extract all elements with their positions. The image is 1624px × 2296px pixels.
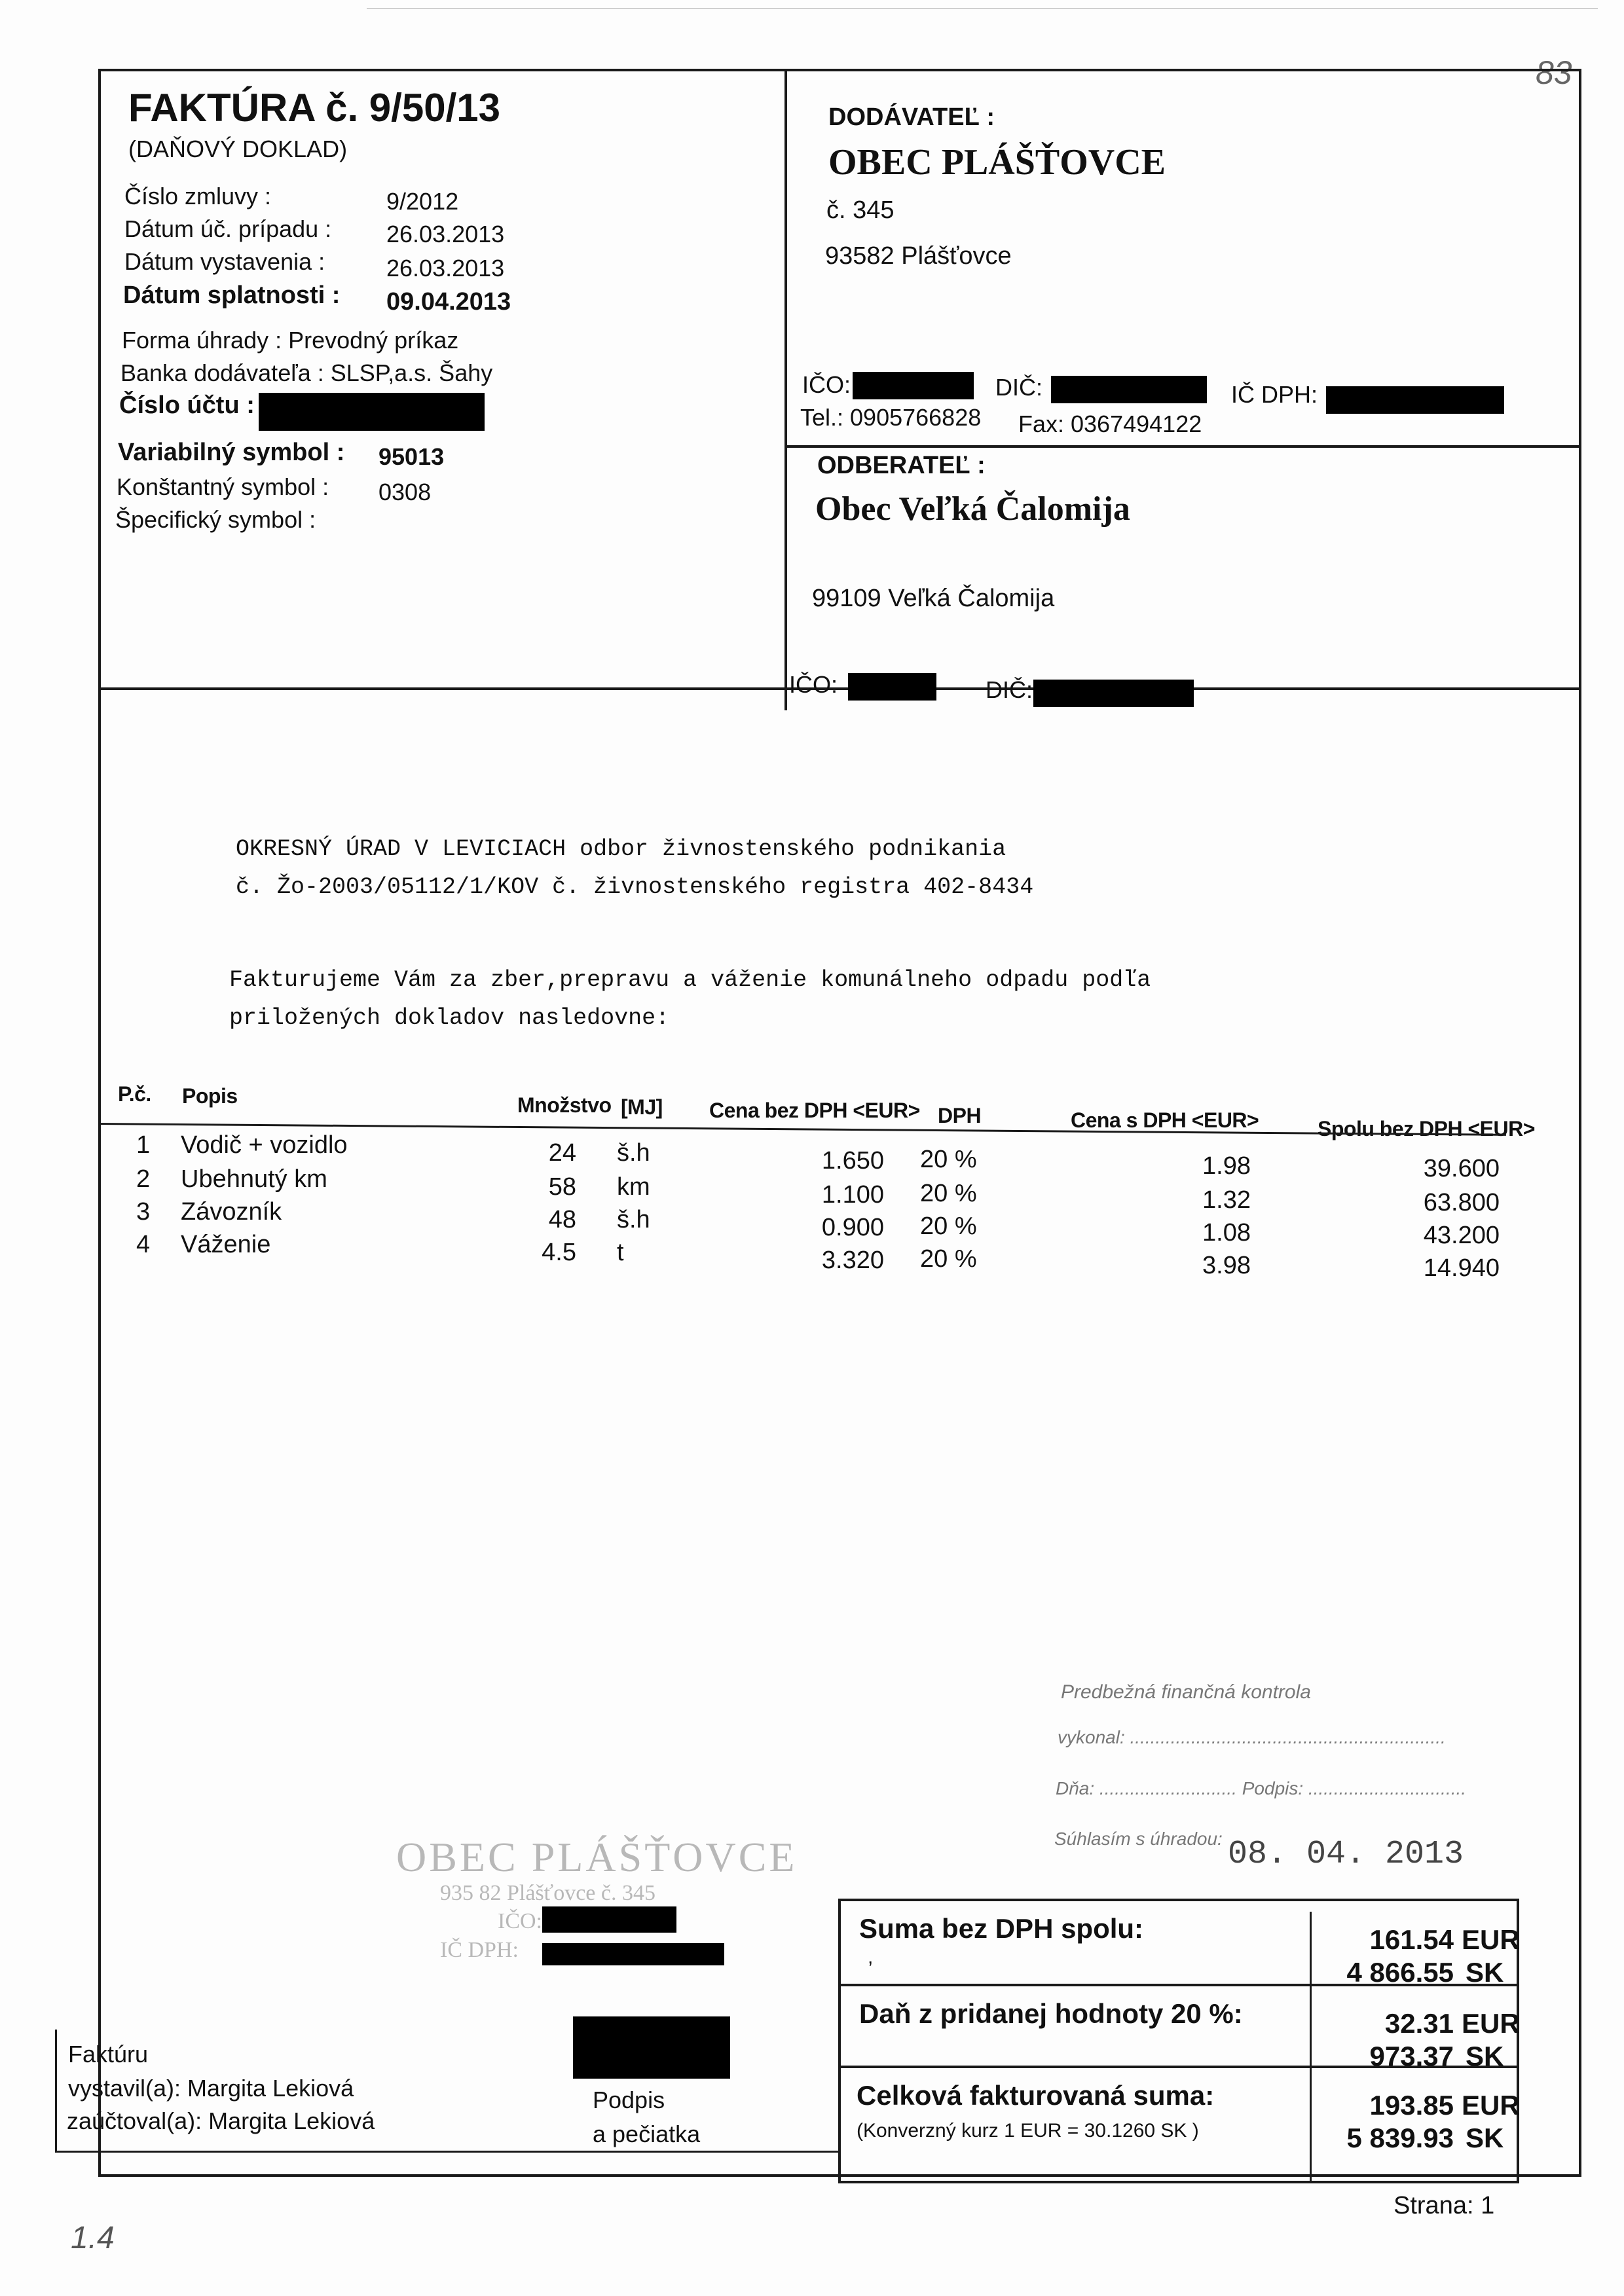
office-note-line-2: č. Žo-2003/05112/1/KOV č. živnostenského registra 402-8434	[236, 874, 1034, 900]
subtotal-label: Suma bez DPH spolu:	[859, 1913, 1144, 1944]
issued-by: vystavil(a): Margita Lekiová	[68, 2075, 354, 2102]
supplier-street: č. 345	[826, 196, 895, 224]
customer-heading: ODBERATEĽ :	[817, 452, 986, 479]
footer-left-edge	[55, 2030, 57, 2153]
approval-date-stamp: 08. 04. 2013	[1228, 1836, 1464, 1873]
office-note-line-1: OKRESNÝ ÚRAD V LEVICIACH odbor živnostenského podnikania	[236, 836, 1006, 862]
subtotal-eur: 161.54	[1369, 1924, 1454, 1955]
footer-rule	[55, 2151, 841, 2153]
grand-total-label: Celková fakturovaná suma:	[857, 2080, 1215, 2111]
item-price-with-vat: 1.32	[1202, 1186, 1251, 1214]
col-header-description: Popis	[182, 1084, 238, 1108]
financial-control-date-signature: Dňa: ........................... Podpis: ...............................	[1056, 1778, 1467, 1798]
subtotal-note: ,	[868, 1946, 874, 1968]
item-quantity: 48	[548, 1206, 576, 1233]
item-number: 3	[136, 1198, 151, 1226]
item-total-without-vat: 63.800	[1423, 1189, 1500, 1216]
customer-city: 99109 Veľká Čalomija	[812, 585, 1055, 612]
accounted-by: zaúčtoval(a): Margita Lekiová	[67, 2107, 375, 2134]
issued-by-heading: Faktúru	[68, 2041, 149, 2068]
item-price-without-vat: 1.100	[821, 1181, 884, 1209]
item-price-with-vat: 1.08	[1202, 1219, 1251, 1247]
billing-note-line-2: priložených dokladov nasledovne:	[229, 1005, 670, 1031]
item-unit: š.h	[617, 1139, 650, 1167]
customer-dic-label: DIČ:	[986, 676, 1033, 703]
stamp-ico-redacted	[542, 1906, 676, 1933]
scan-edge-line	[367, 8, 1598, 9]
supplier-icdph-label: IČ DPH:	[1231, 381, 1318, 408]
subtotal-sk: 4 866.55	[1346, 1957, 1454, 1988]
stamp-label: a pečiatka	[593, 2121, 701, 2147]
constant-symbol-label: Konštantný symbol :	[117, 473, 329, 500]
payment-approval-label: Súhlasím s úhradou:	[1054, 1829, 1223, 1849]
grand-total-sk: 5 839.93	[1346, 2123, 1454, 2153]
stamp-icdph-label: IČ DPH:	[440, 1938, 519, 1962]
vat-sk: 973.37	[1369, 2041, 1454, 2071]
supplier-phone: Tel.: 0905766828	[800, 404, 982, 431]
supplier-name: OBEC PLÁŠŤOVCE	[828, 142, 1166, 183]
customer-ico-label: IČO:	[789, 671, 838, 698]
item-description: Ubehnutý km	[181, 1165, 327, 1193]
supplier-city: 93582 Plášťovce	[825, 242, 1012, 270]
supplier-fax: Fax: 0367494122	[1018, 410, 1202, 437]
supplier-dic-redacted	[1051, 376, 1207, 403]
item-price-with-vat: 3.98	[1202, 1252, 1251, 1279]
col-header-unit: [MJ]	[621, 1095, 663, 1119]
issue-date-value: 26.03.2013	[386, 255, 505, 282]
item-total-without-vat: 43.200	[1423, 1222, 1500, 1249]
conversion-rate-note: (Konverzný kurz 1 EUR = 30.1260 SK )	[857, 2120, 1199, 2141]
item-vat-rate: 20 %	[920, 1180, 977, 1207]
item-price-without-vat: 3.320	[821, 1247, 884, 1274]
item-unit: km	[617, 1173, 650, 1201]
supplier-dic-label: DIČ:	[995, 374, 1043, 401]
invoice-title: FAKTÚRA č. 9/50/13	[128, 86, 500, 130]
item-price-without-vat: 0.900	[821, 1214, 884, 1241]
item-quantity: 24	[548, 1139, 576, 1167]
item-description: Závozník	[181, 1198, 282, 1226]
case-date-value: 26.03.2013	[386, 221, 505, 247]
billing-note-line-1: Fakturujeme Vám za zber,prepravu a váženie komunálneho odpadu podľa	[229, 967, 1151, 993]
item-quantity: 4.5	[542, 1239, 576, 1266]
item-unit: š.h	[617, 1206, 650, 1233]
specific-symbol-label: Špecifický symbol :	[115, 506, 316, 533]
case-date-label: Dátum úč. prípadu :	[124, 215, 332, 242]
item-number: 1	[136, 1131, 151, 1159]
contract-number-value: 9/2012	[386, 188, 459, 215]
stamp-organization-name: OBEC PLÁŠŤOVCE	[396, 1834, 798, 1880]
totals-column-divider	[1310, 1912, 1312, 2183]
customer-name: Obec Veľká Čalomija	[815, 490, 1130, 528]
handwritten-sheet-mark: 1.4	[71, 2221, 115, 2255]
subtotal-sk-unit: SK	[1466, 1957, 1504, 1988]
col-header-price-with-vat: Cena s DPH <EUR>	[1071, 1108, 1259, 1132]
variable-symbol-label: Variabilný symbol :	[118, 439, 345, 466]
supplier-heading: DODÁVATEĽ :	[828, 103, 995, 131]
stamp-ico-label: IČO:	[498, 1909, 542, 1933]
item-description: Váženie	[181, 1231, 271, 1258]
signature-label: Podpis	[593, 2086, 665, 2113]
item-vat-rate: 20 %	[920, 1212, 977, 1240]
invoice-subtitle: (DAŇOVÝ DOKLAD)	[128, 136, 348, 162]
header-bottom-rule	[98, 687, 1581, 690]
due-date-value: 09.04.2013	[386, 288, 511, 316]
vat-sk-unit: SK	[1466, 2041, 1504, 2071]
supplier-customer-divider	[784, 445, 1581, 448]
supplier-icdph-redacted	[1326, 386, 1504, 414]
col-header-vat: DPH	[938, 1104, 982, 1127]
customer-ico-redacted	[848, 673, 936, 701]
col-header-total-without-vat: Spolu bez DPH <EUR>	[1318, 1117, 1535, 1140]
financial-control-performed-by: vykonal: ..............................................................	[1058, 1727, 1446, 1747]
subtotal-eur-unit: EUR	[1462, 1924, 1520, 1955]
item-price-without-vat: 1.650	[821, 1147, 884, 1175]
supplier-ico-redacted	[853, 372, 974, 399]
payment-form: Forma úhrady : Prevodný príkaz	[122, 327, 459, 354]
grand-total-eur-unit: EUR	[1462, 2090, 1520, 2121]
account-number-redacted	[259, 393, 485, 431]
contract-number-label: Číslo zmluvy :	[124, 183, 272, 210]
vat-label: Daň z pridanej hodnoty 20 %:	[859, 1998, 1243, 2029]
vat-eur-unit: EUR	[1462, 2008, 1520, 2039]
grand-total-sk-unit: SK	[1466, 2123, 1504, 2153]
item-description: Vodič + vozidlo	[181, 1131, 348, 1159]
handwritten-page-mark: 83	[1536, 54, 1572, 91]
due-date-label: Dátum splatnosti :	[123, 282, 341, 309]
variable-symbol-value: 95013	[378, 443, 445, 470]
item-number: 4	[136, 1231, 151, 1258]
stamp-address: 935 82 Plášťovce č. 345	[440, 1881, 655, 1905]
grand-total-eur: 193.85	[1369, 2090, 1454, 2121]
financial-control-title: Predbežná finančná kontrola	[1061, 1681, 1311, 1703]
page-number: Strana: 1	[1393, 2192, 1495, 2219]
col-header-quantity: Množstvo	[517, 1093, 612, 1117]
constant-symbol-value: 0308	[378, 479, 432, 505]
account-number-label: Číslo účtu :	[119, 392, 255, 419]
item-number: 2	[136, 1165, 151, 1193]
supplier-ico-label: IČO:	[802, 371, 851, 398]
col-header-number: P.č.	[118, 1082, 151, 1106]
header-divider-vertical	[784, 69, 787, 710]
col-header-price-without-vat: Cena bez DPH <EUR>	[709, 1099, 920, 1122]
supplier-bank: Banka dodávateľa : SLSP,a.s. Šahy	[120, 359, 493, 386]
item-vat-rate: 20 %	[920, 1146, 977, 1173]
item-total-without-vat: 14.940	[1423, 1254, 1500, 1282]
vat-eur: 32.31	[1384, 2008, 1454, 2039]
item-total-without-vat: 39.600	[1423, 1155, 1500, 1182]
item-price-with-vat: 1.98	[1202, 1152, 1251, 1180]
item-quantity: 58	[548, 1173, 576, 1201]
item-vat-rate: 20 %	[920, 1245, 977, 1273]
signature-redacted	[573, 2016, 730, 2079]
customer-dic-redacted	[1033, 680, 1194, 707]
item-unit: t	[617, 1239, 624, 1266]
stamp-icdph-redacted	[542, 1943, 724, 1965]
issue-date-label: Dátum vystavenia :	[124, 248, 325, 275]
